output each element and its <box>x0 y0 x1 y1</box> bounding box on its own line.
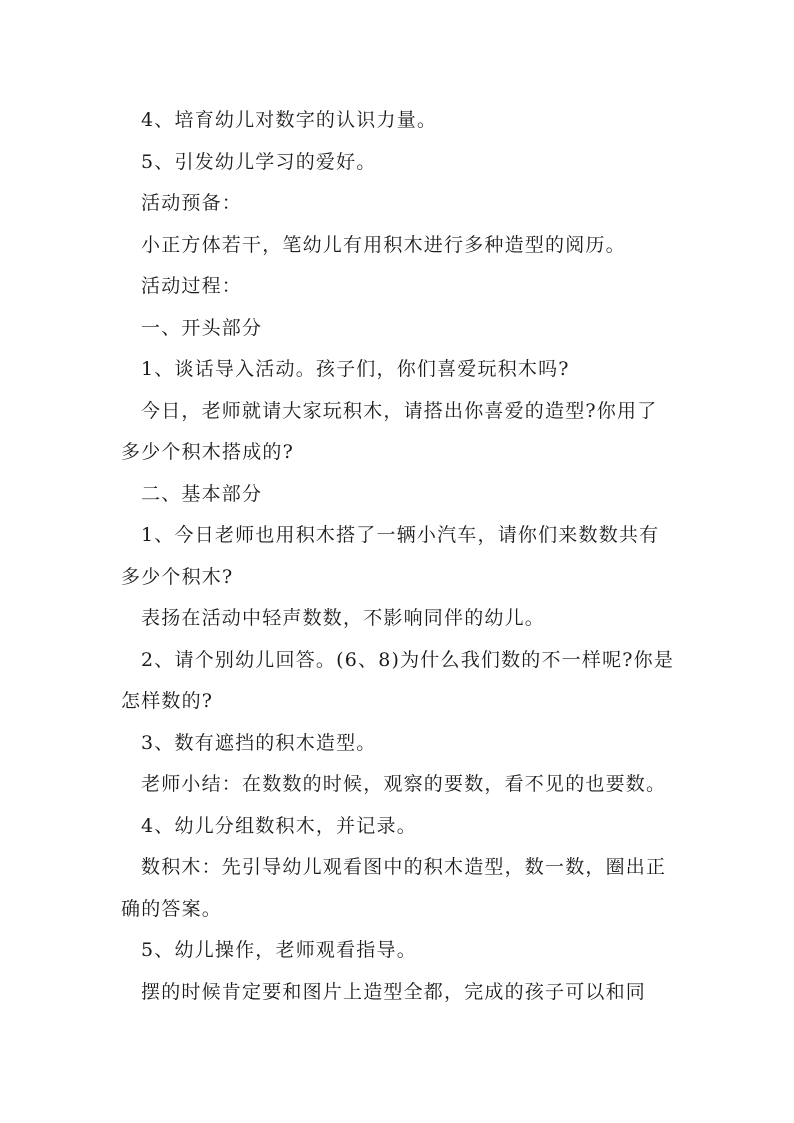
paragraph: 5、引发幼儿学习的爱好。 <box>141 150 377 173</box>
paragraph: 2、请个别幼儿回答。(6、8)为什么我们数的不一样呢?你是怎样数的? <box>121 648 675 712</box>
paragraph: 活动过程： <box>141 275 243 297</box>
paragraph: 表扬在活动中轻声数数，不影响同伴的幼儿。 <box>141 607 546 629</box>
paragraph: 数积木：先引导幼儿观看图中的积木造型，数一数，圈出正确的答案。 <box>121 856 667 920</box>
paragraph: 3、数有遮挡的积木造型。 <box>141 731 377 754</box>
paragraph: 1、今日老师也用积木搭了一辆小汽车，请你们来数数共有多少个积木? <box>121 524 660 588</box>
document-body <box>121 100 676 1013</box>
paragraph: 老师小结：在数数的时候，观察的要数，看不见的也要数。 <box>141 773 667 795</box>
paragraph: 活动预备： <box>141 192 243 214</box>
paragraph: 5、幼儿操作，老师观看指导。 <box>141 939 417 961</box>
paragraph: 一、开头部分 <box>141 316 263 339</box>
paragraph: 今日，老师就请大家玩积木，请搭出你喜爱的造型?你用了多少个积木搭成的? <box>121 399 658 463</box>
paragraph: 二、基本部分 <box>141 482 263 505</box>
paragraph: 摆的时候肯定要和图片上造型全都，完成的孩子可以和同 <box>141 980 647 1003</box>
paragraph: 小正方体若干，笔幼儿有用积木进行多种造型的阅历。 <box>141 233 626 256</box>
paragraph: 1、谈话导入活动。孩子们，你们喜爱玩积木吗? <box>141 358 570 380</box>
paragraph: 4、培育幼儿对数字的认识力量。 <box>141 109 438 131</box>
paragraph: 4、幼儿分组数积木，并记录。 <box>141 814 417 837</box>
